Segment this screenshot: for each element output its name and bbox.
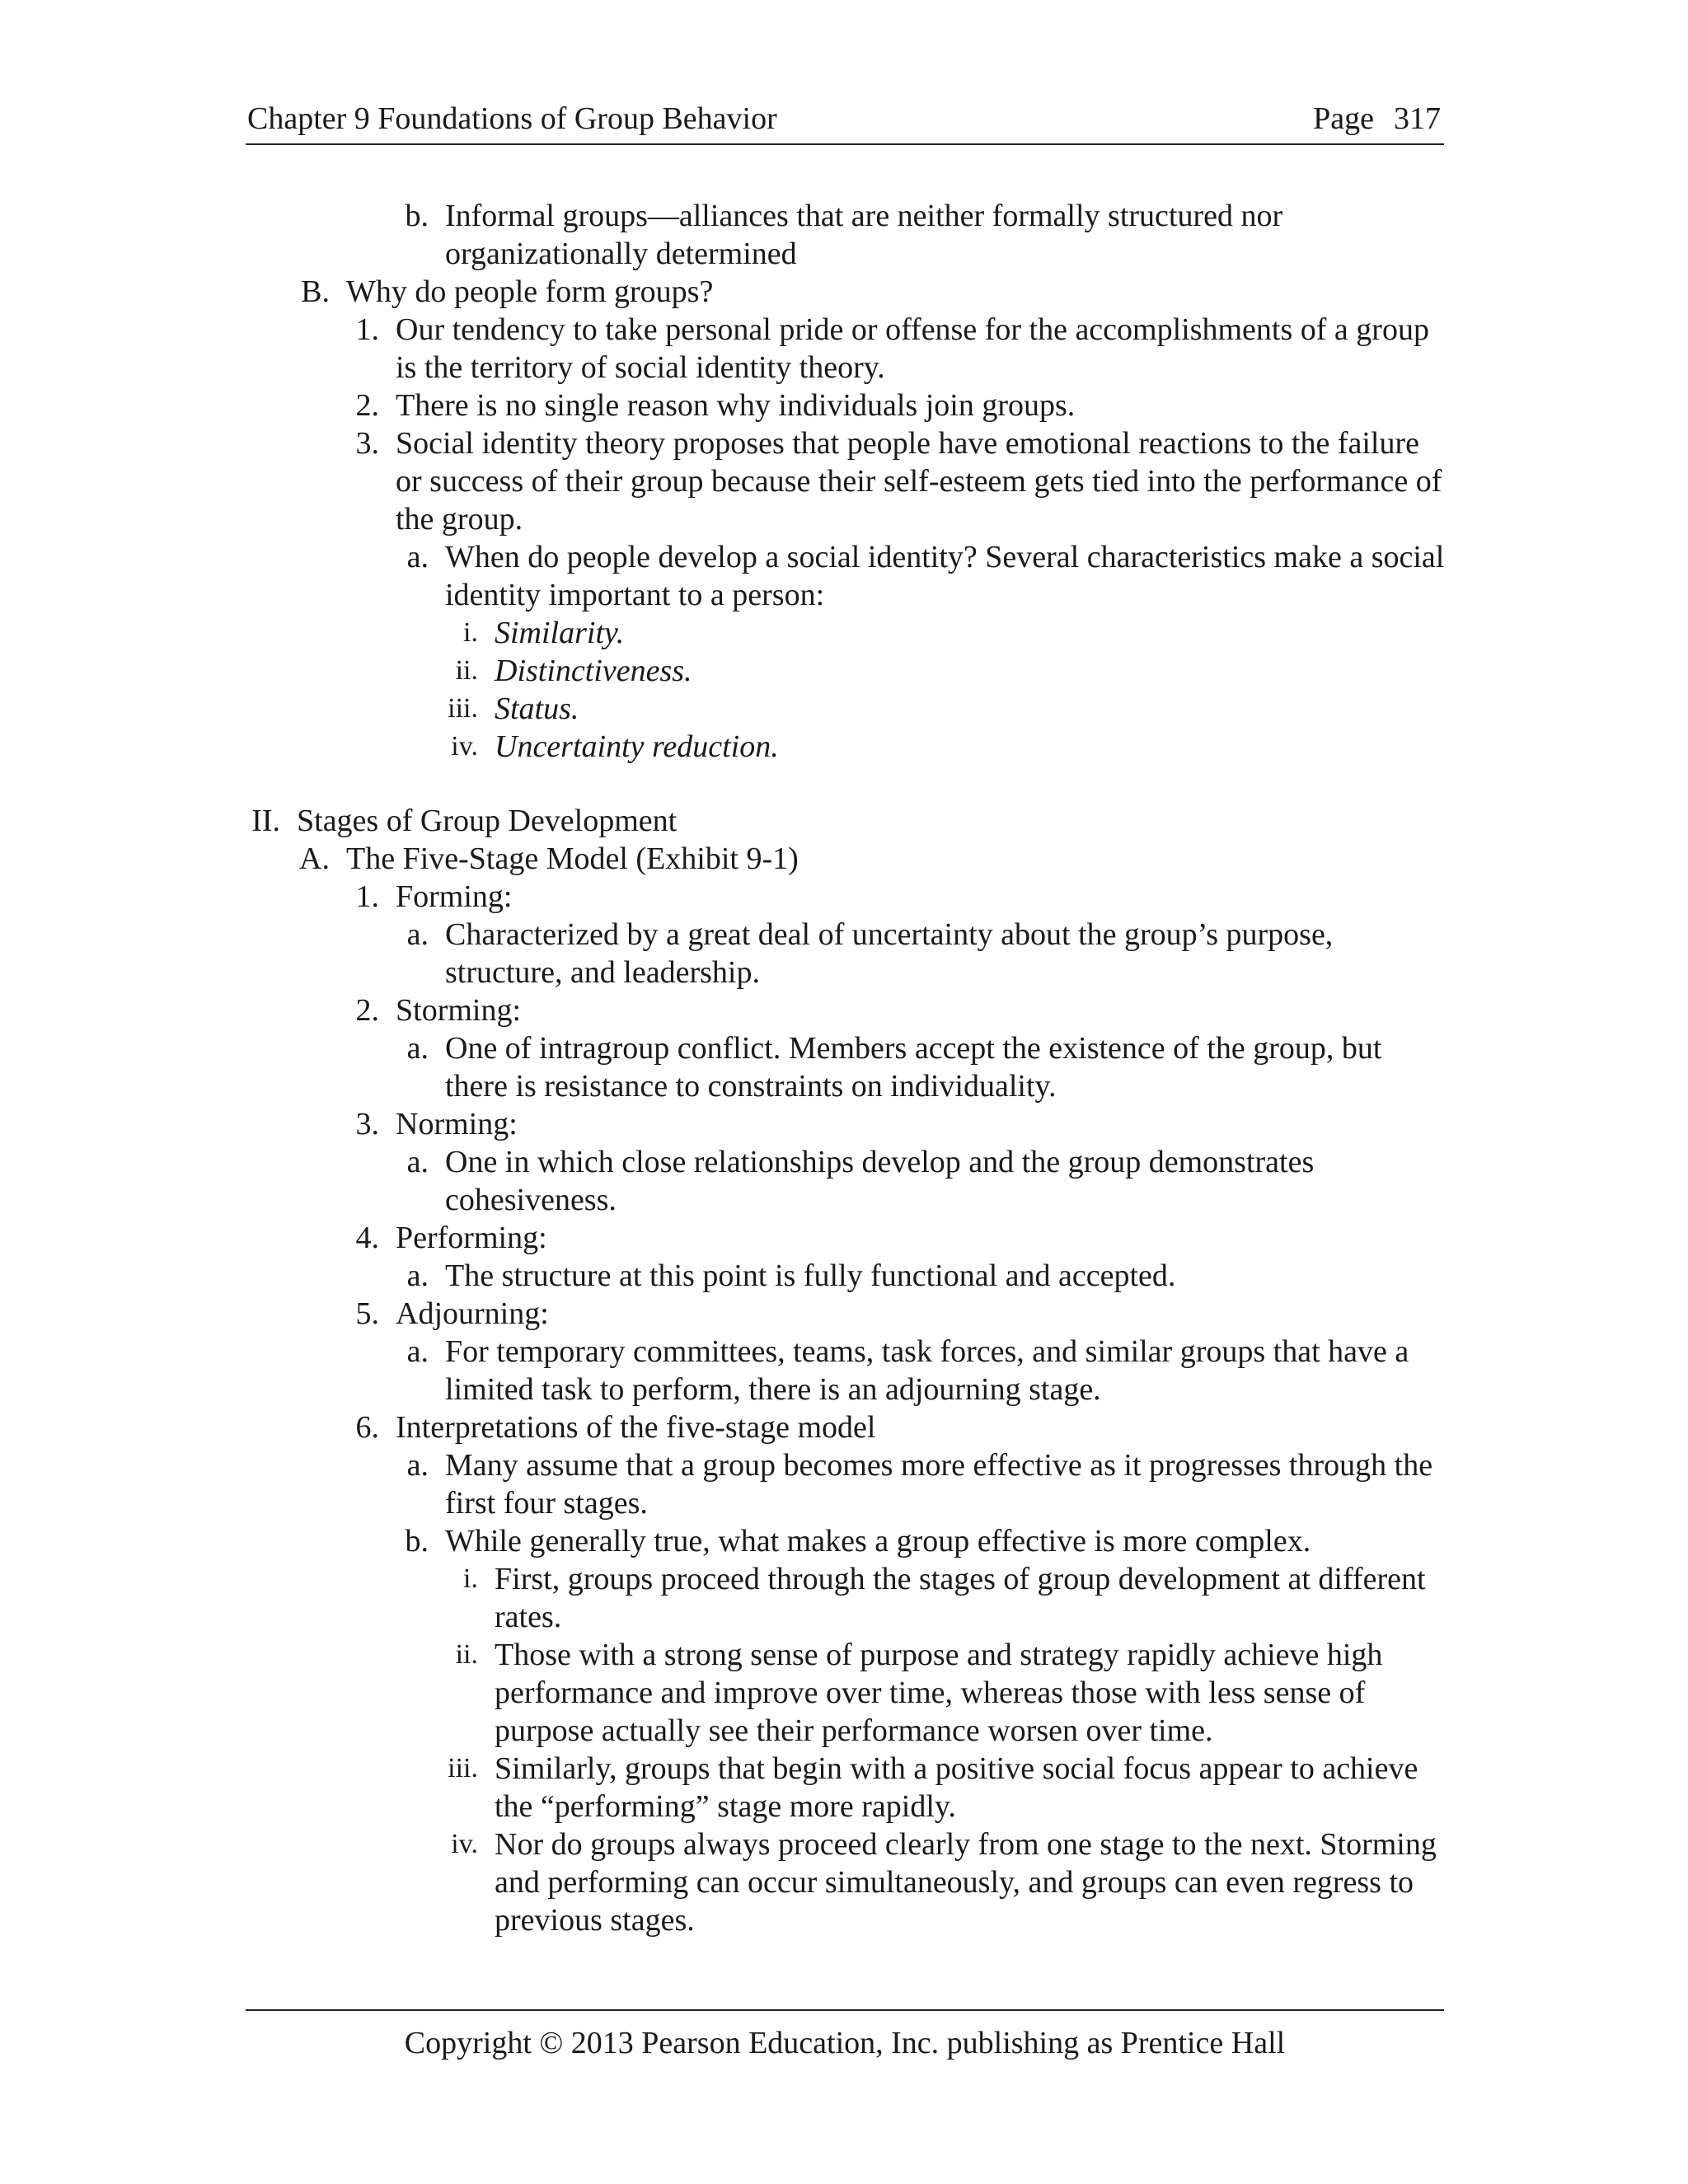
outline-text: Uncertainty reduction. — [495, 729, 779, 764]
outline-item — [246, 311, 1449, 387]
outline-marker: b. — [405, 1524, 429, 1558]
outline-item — [246, 197, 1449, 273]
outline-item — [246, 424, 1449, 538]
outline-marker: B. — [301, 274, 330, 309]
outline-marker: 5. — [355, 1296, 379, 1331]
outline-text: Performing: — [396, 1221, 547, 1255]
outline-item — [246, 1560, 1449, 1636]
outline-text: Why do people form groups? — [346, 274, 714, 309]
outline-item — [246, 690, 1449, 728]
page-number: 317 — [1394, 101, 1441, 136]
outline-item — [246, 1219, 1449, 1257]
outline-item — [246, 1295, 1449, 1333]
outline-marker: iv. — [451, 731, 478, 762]
outline-item — [246, 538, 1449, 614]
outline-marker: a. — [406, 1258, 429, 1293]
outline-marker: 3. — [355, 1107, 379, 1141]
outline-text: Those with a strong sense of purpose and strategy rapidly achieve high performance and improve over time, whereas those with less sense of purpose actually see their performance worsen over time. — [495, 1638, 1383, 1748]
page-header — [246, 97, 1444, 145]
outline-item — [246, 840, 1449, 878]
outline-item — [246, 1446, 1449, 1522]
copyright-notice: Copyright © 2013 Pearson Education, Inc. publishing as Prentice Hall — [404, 2026, 1286, 2060]
outline-text: Similarly, groups that begin with a positive social focus appear to achieve the “performing” stage more rapidly. — [495, 1751, 1418, 1824]
outline-item — [246, 728, 1449, 766]
outline-marker: 2. — [355, 388, 379, 423]
outline-item — [246, 1257, 1449, 1295]
outline-text: Stages of Group Development — [297, 804, 678, 838]
outline-item — [246, 1750, 1449, 1825]
page-footer — [246, 2009, 1444, 2064]
outline-text: For temporary committees, teams, task forces, and similar groups that have a limited task to perform, there is an adjourning stage. — [445, 1334, 1409, 1407]
outline-marker: a. — [406, 917, 429, 952]
outline-text: Adjourning: — [396, 1296, 549, 1331]
outline-marker: II. — [251, 804, 280, 838]
outline-item — [246, 1143, 1449, 1219]
outline-item — [246, 916, 1449, 991]
outline-item — [246, 1333, 1449, 1408]
outline-text: Our tendency to take personal pride or offense for the accomplishments of a group is the territory of social identity theory. — [396, 312, 1429, 385]
outline-marker: a. — [406, 540, 429, 574]
outline-text: Storming: — [396, 993, 522, 1028]
outline-text: Similarity. — [495, 616, 625, 650]
outline-marker: a. — [406, 1448, 429, 1483]
outline-content — [246, 197, 1449, 1939]
outline-marker: iv. — [451, 1829, 478, 1859]
outline-marker: ii. — [455, 655, 478, 686]
outline-item — [246, 273, 1449, 311]
outline-text: First, groups proceed through the stages of group development at different rates. — [495, 1562, 1426, 1634]
outline-marker: A. — [299, 841, 330, 876]
outline-marker: a. — [406, 1334, 429, 1369]
section-spacer — [246, 766, 1449, 802]
outline-item — [246, 614, 1449, 652]
outline-item — [246, 1825, 1449, 1939]
outline-text: The Five-Stage Model (Exhibit 9-1) — [346, 841, 799, 876]
outline-marker: 3. — [355, 426, 379, 461]
chapter-title: Chapter 9 Foundations of Group Behavior — [247, 101, 777, 136]
page-indicator — [1313, 97, 1441, 140]
outline-item — [246, 1408, 1449, 1446]
outline-item — [246, 387, 1449, 424]
outline-text: Status. — [495, 691, 579, 726]
outline-marker: iii. — [448, 1753, 478, 1783]
outline-item — [246, 1636, 1449, 1750]
outline-item — [246, 1522, 1449, 1560]
outline-marker: 2. — [355, 993, 379, 1028]
outline-text: Informal groups—alliances that are neither formally structured nor organizationally determined — [445, 199, 1283, 271]
outline-marker: ii. — [455, 1639, 478, 1670]
outline-marker: 1. — [355, 312, 379, 347]
outline-marker: 6. — [355, 1410, 379, 1445]
outline-marker: b. — [405, 199, 429, 233]
outline-item — [246, 1029, 1449, 1105]
outline-text: Distinctiveness. — [495, 654, 692, 688]
outline-text: When do people develop a social identity? Several characteristics make a social identity important to a person: — [445, 540, 1445, 612]
outline-marker: a. — [406, 1031, 429, 1066]
page-label: Page — [1313, 101, 1374, 136]
outline-marker: 4. — [355, 1221, 379, 1255]
outline-text: Social identity theory proposes that people have emotional reactions to the failure or success of their group because their self-esteem gets tied into the performance of the group. — [396, 426, 1442, 537]
outline-marker: a. — [406, 1145, 429, 1179]
outline-text: One of intragroup conflict. Members accept the existence of the group, but there is resistance to constraints on individuality. — [445, 1031, 1382, 1104]
outline-marker: i. — [463, 617, 478, 648]
outline-text: There is no single reason why individuals join groups. — [396, 388, 1076, 423]
outline-marker: 1. — [355, 879, 379, 914]
outline-text: Many assume that a group becomes more effective as it progresses through the first four stages. — [445, 1448, 1433, 1521]
outline-text: Interpretations of the five-stage model — [396, 1410, 876, 1445]
outline-item — [246, 1105, 1449, 1143]
outline-text: Forming: — [396, 879, 513, 914]
outline-item — [246, 652, 1449, 690]
outline-item — [246, 802, 1449, 840]
outline-text: Characterized by a great deal of uncertainty about the group’s purpose, structure, and leadership. — [445, 917, 1334, 990]
outline-item — [246, 878, 1449, 916]
outline-item — [246, 991, 1449, 1029]
outline-text: Norming: — [396, 1107, 518, 1141]
outline-text: While generally true, what makes a group effective is more complex. — [445, 1524, 1311, 1558]
outline-marker: i. — [463, 1563, 478, 1594]
outline-marker: iii. — [448, 693, 478, 724]
outline-text: One in which close relationships develop and the group demonstrates cohesiveness. — [445, 1145, 1315, 1217]
outline-text: The structure at this point is fully functional and accepted. — [445, 1258, 1176, 1293]
outline-text: Nor do groups always proceed clearly from one stage to the next. Storming and performing can occur simultaneously, and groups can even regress to previous stages. — [495, 1827, 1437, 1938]
